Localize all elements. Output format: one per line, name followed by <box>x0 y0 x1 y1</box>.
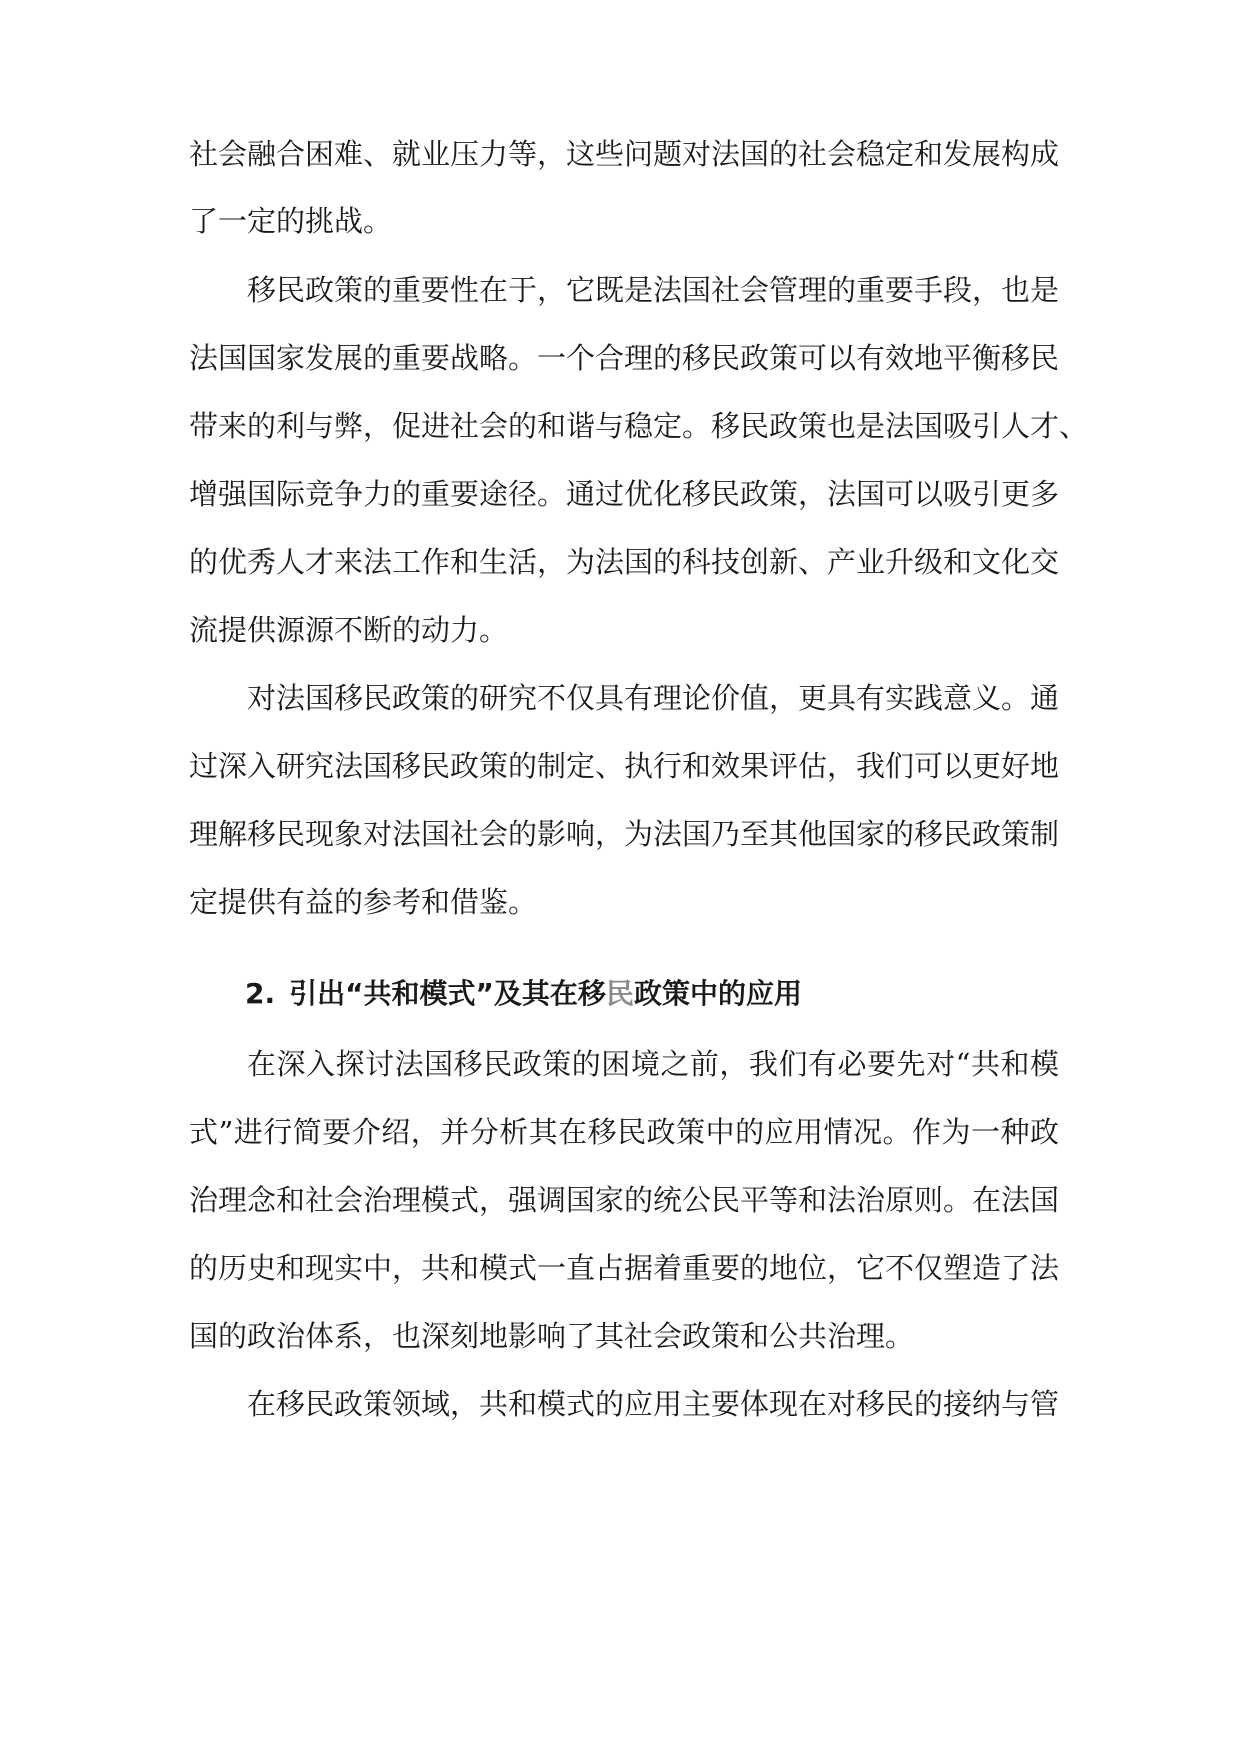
paragraph-line: 了一定的挑战。 <box>189 204 393 238</box>
paragraph-line: 过深入研究法国移民政策的制定、执行和效果评估，我们可以更好地 <box>189 749 1060 783</box>
section-heading <box>245 974 1059 1014</box>
section-title-part: 政策中的应用 <box>633 977 802 1010</box>
section-title-faded-char: 民 <box>605 977 634 1010</box>
paragraph-line: 流提供源源不断的动力。 <box>189 613 509 647</box>
paragraph-line: 定提供有益的参考和借鉴。 <box>189 885 538 919</box>
paragraph-line: 在深入探讨法国移民政策的困境之前，我们有必要先对“共和模 <box>247 1047 1059 1081</box>
paragraph-line: 社会融合困难、就业压力等，这些问题对法国的社会稳定和发展构成 <box>189 137 1060 171</box>
paragraph-line: 式”进行简要介绍，并分析其在移民政策中的应用情况。作为一种政 <box>189 1115 1059 1149</box>
paragraph-line: 的历史和现实中，共和模式一直占据着重要的地位，它不仅塑造了法 <box>189 1251 1060 1285</box>
paragraph-line: 移民政策的重要性在于，它既是法国社会管理的重要手段，也是 <box>247 273 1060 307</box>
paragraph-line: 在移民政策领域，共和模式的应用主要体现在对移民的接纳与管 <box>247 1387 1060 1421</box>
paragraph-line: 带来的利与弊，促进社会的和谐与稳定。移民政策也是法国吸引人才、 <box>189 409 1089 443</box>
paragraph-line: 治理念和社会治理模式，强调国家的统公民平等和法治原则。在法国 <box>189 1183 1060 1217</box>
paragraph-line: 对法国移民政策的研究不仅具有理论价值，更具有实践意义。通 <box>247 681 1060 715</box>
paragraph-line: 增强国际竞争力的重要途径。通过优化移民政策，法国可以吸引更多 <box>189 477 1060 511</box>
paragraph-line: 的优秀人才来法工作和生活，为法国的科技创新、产业升级和文化交 <box>189 545 1060 579</box>
section-number: 2. <box>245 977 276 1010</box>
paragraph-line: 国的政治体系，也深刻地影响了其社会政策和公共治理。 <box>189 1319 915 1353</box>
section-title-part: 引出“共和模式”及其在移 <box>289 977 606 1010</box>
paragraph-line: 法国国家发展的重要战略。一个合理的移民政策可以有效地平衡移民 <box>189 341 1060 375</box>
paragraph-line: 理解移民现象对法国社会的影响，为法国乃至其他国家的移民政策制 <box>189 817 1060 851</box>
